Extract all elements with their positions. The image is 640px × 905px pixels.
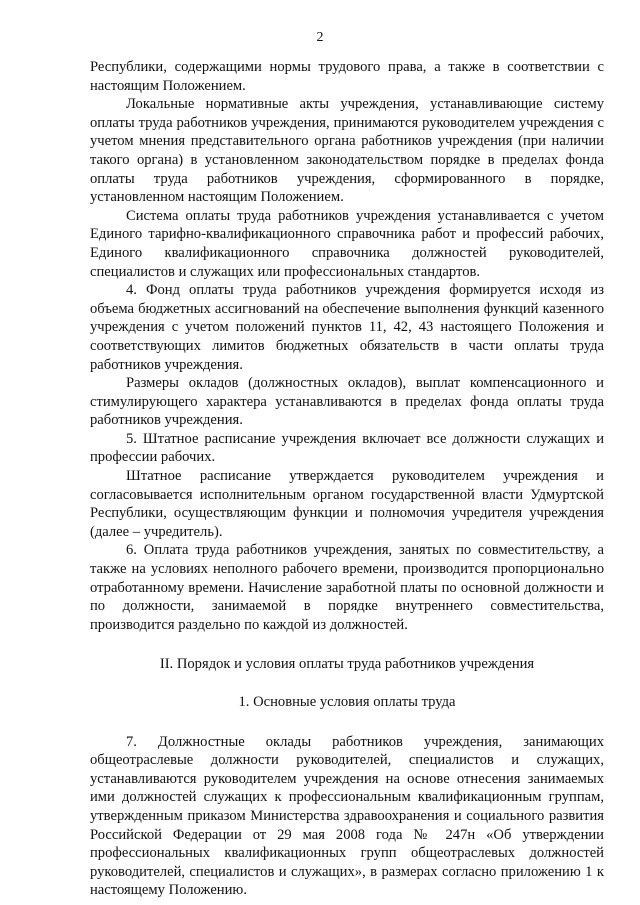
- paragraph-item-7: 7. Должностные оклады работников учреждения, занимающих общеотраслевые должности руководителей, специалистов и служащих, устанавливаются руководителем учреждения на основе отнесения занимаемых ими должностей служащих к профессиональным квалификационным группам, утвержденным приказом Министерства здравоохранения и социального развития Российской Федерации от 29 мая 2008 года № 247н «Об утверждении профессиональных квалификационных групп общеотраслевых должностей руководителей, специалистов и служащих», в размерах согласно приложению 1 к настоящему Положению.: [90, 733, 604, 899]
- paragraph-staff-schedule: Штатное расписание утверждается руководителем учреждения и согласовывается исполнительным органом государственной власти Удмуртской Республики, осуществляющим функции и полномочия учредителя учреждения (далее – учредитель).: [90, 468, 604, 540]
- subsection-heading: 1. Основные условия оплаты труда: [238, 694, 456, 710]
- paragraph-item-4: 4. Фонд оплаты труда работников учреждения формируется исходя из объема бюджетных ассигнований на обеспечение выполнения функций казенного учреждения с учетом положений пунктов 11, 42, 43 настоящего Положения и соответствующих лимитов бюджетных обязательств в части оплаты труда работников учреждения.: [90, 282, 604, 373]
- section-heading: II. Порядок и условия оплаты труда работников учреждения: [159, 656, 535, 673]
- paragraph-item-6: 6. Оплата труда работников учреждения, занятых по совместительству, а также на условиях неполного рабочего времени, производится пропорционально отработанному времени. Начисление заработной платы по основной должности и по должности, занимаемой в порядке внутреннего совместительства, производится раздельно по каждой из должностей.: [90, 542, 604, 633]
- paragraph-local-acts: Локальные нормативные акты учреждения, устанавливающие систему оплаты труда работников учреждения, принимаются руководителем учреждения с учетом мнения представительного органа работников учреждения (при наличии такого органа) в установленном законодательством порядке в пределах фонда оплаты труда работников учреждения, сформированного в порядке, установленном настоящим Положением.: [90, 96, 604, 206]
- paragraph-salary-sizes: Размеры окладов (должностных окладов), выплат компенсационного и стимулирующего характера устанавливаются в пределах фонда оплаты труда работников учреждения.: [90, 375, 604, 429]
- paragraph-pay-system: Система оплаты труда работников учреждения устанавливается с учетом Единого тарифно-квалификационного справочника работ и профессий рабочих, Единого квалификационного справочника должностей руководителей, специалистов и служащих или профессиональных стандартов.: [90, 207, 604, 280]
- document-body: [90, 58, 604, 900]
- page-number: 2: [316, 30, 324, 45]
- paragraph-item-5: 5. Штатное расписание учреждения включает все должности служащих и профессии рабочих.: [90, 430, 604, 466]
- paragraph-continuation: Республики, содержащими нормы трудового права, а также в соответствии с настоящим Положением.: [90, 59, 604, 94]
